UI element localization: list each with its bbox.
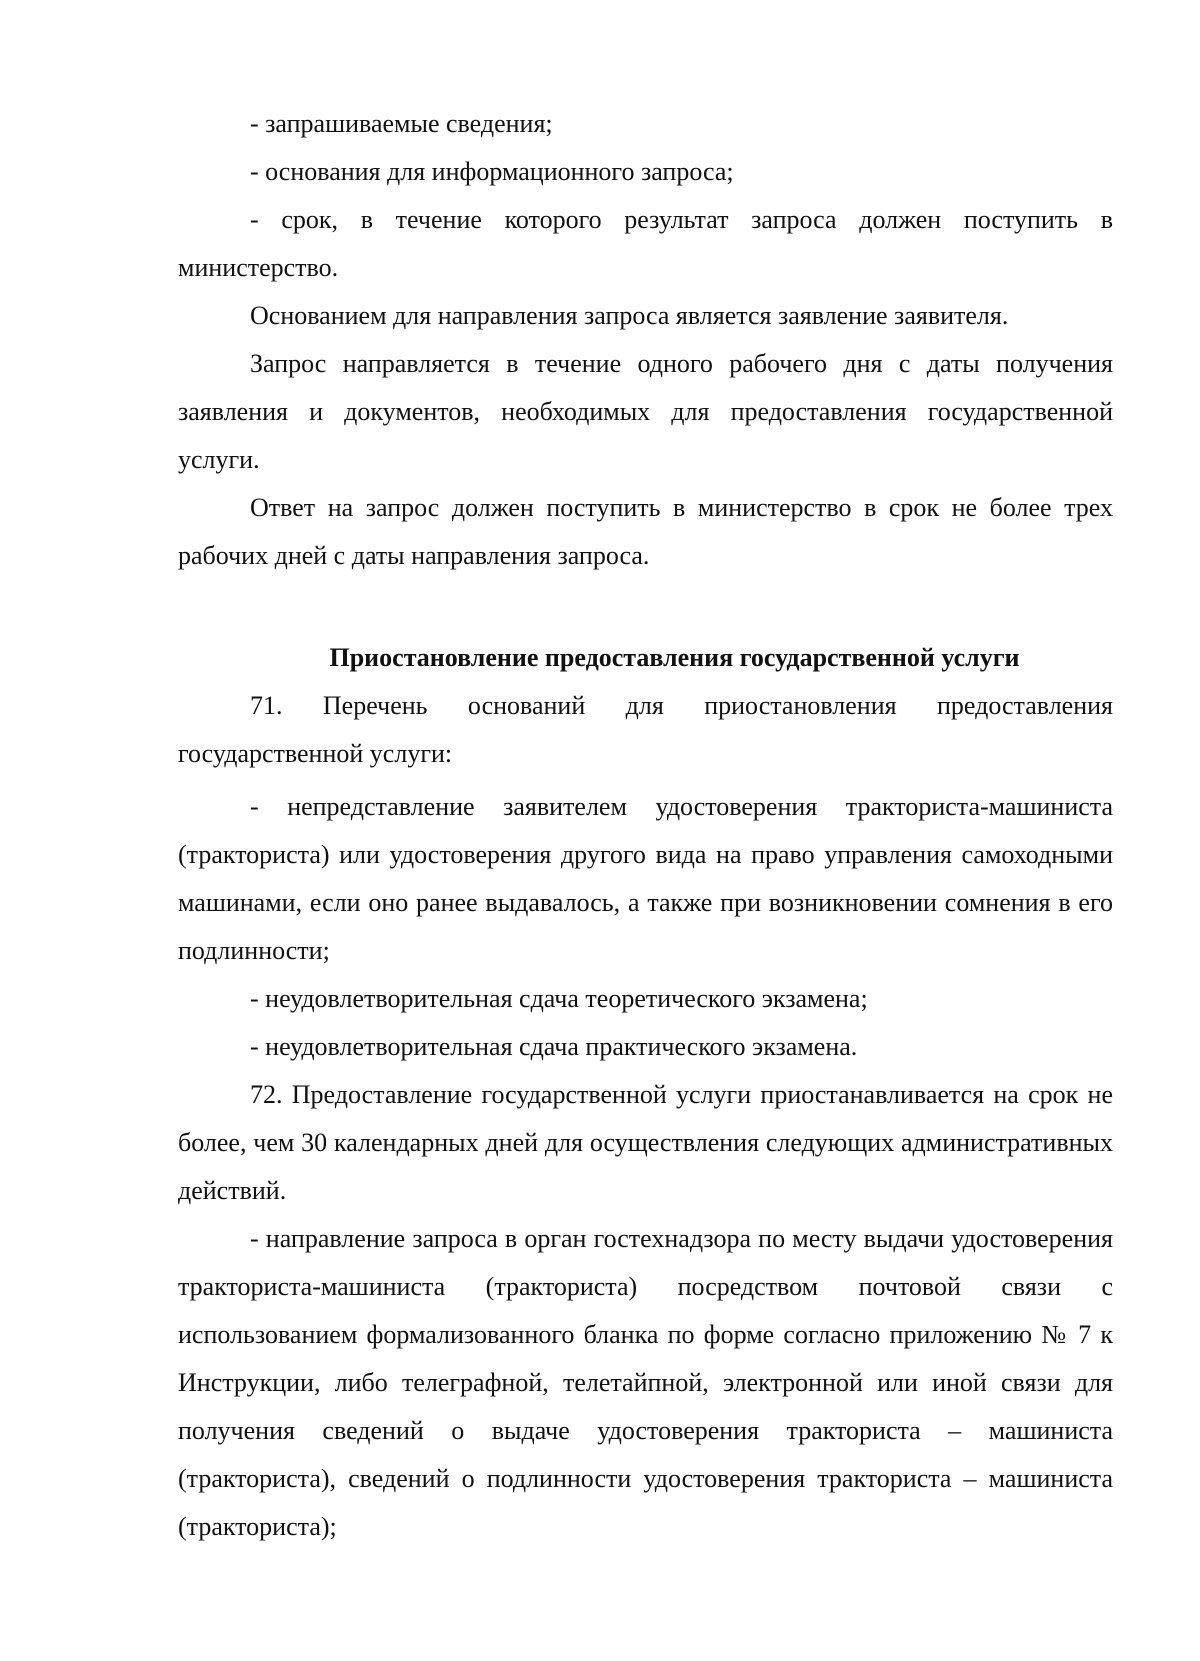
paragraph-answer-timing: Ответ на запрос должен поступить в министерство в срок не более трех рабочих дней с даты направления запроса. [178,493,1113,570]
paragraph-72: 72. Предоставление государственной услуги приостанавливается на срок не более, чем 30 календарных дней для осуществления следующих административных действий. [178,1080,1113,1205]
list-item-request-grounds: - основания для информационного запроса; [250,157,734,186]
paragraph-request-basis: Основанием для направления запроса является заявление заявителя. [250,301,1009,330]
paragraph-71: 71. Перечень оснований для приостановления предоставления государственной услуги: [178,691,1113,768]
document-page [178,100,1113,1551]
section-heading: Приостановление предоставления государственной услуги [329,643,1020,672]
list-item-send-request: - направление запроса в орган гостехнадзора по месту выдачи удостоверения тракториста-машиниста (тракториста) посредством почтовой связи с использованием формализованного бланка по форме согласно приложению № 7 к Инструкции, либо телеграфной, телетайпной, электронной или иной связи для получения сведений о выдаче удостоверения тракториста – машиниста (тракториста), сведений о подлинности удостоверения тракториста – машиниста (тракториста); [178,1224,1113,1541]
list-item-no-certificate: - непредставление заявителем удостоверения тракториста-машиниста (тракториста) или удостоверения другого вида на право управления самоходными машинами, если оно ранее выдавалось, а также при возникновении сомнения в его подлинности; [178,792,1113,965]
list-item-practice-exam-fail: - неудовлетворительная сдача практического экзамена. [250,1032,858,1061]
paragraph-request-timing: Запрос направляется в течение одного рабочего дня с даты получения заявления и документов, необходимых для предоставления государственной услуги. [178,349,1113,474]
list-item-response-deadline: - срок, в течение которого результат запроса должен поступить в министерство. [178,205,1113,282]
list-item-theory-exam-fail: - неудовлетворительная сдача теоретического экзамена; [250,984,868,1013]
list-item-requested-info: - запрашиваемые сведения; [250,109,553,138]
